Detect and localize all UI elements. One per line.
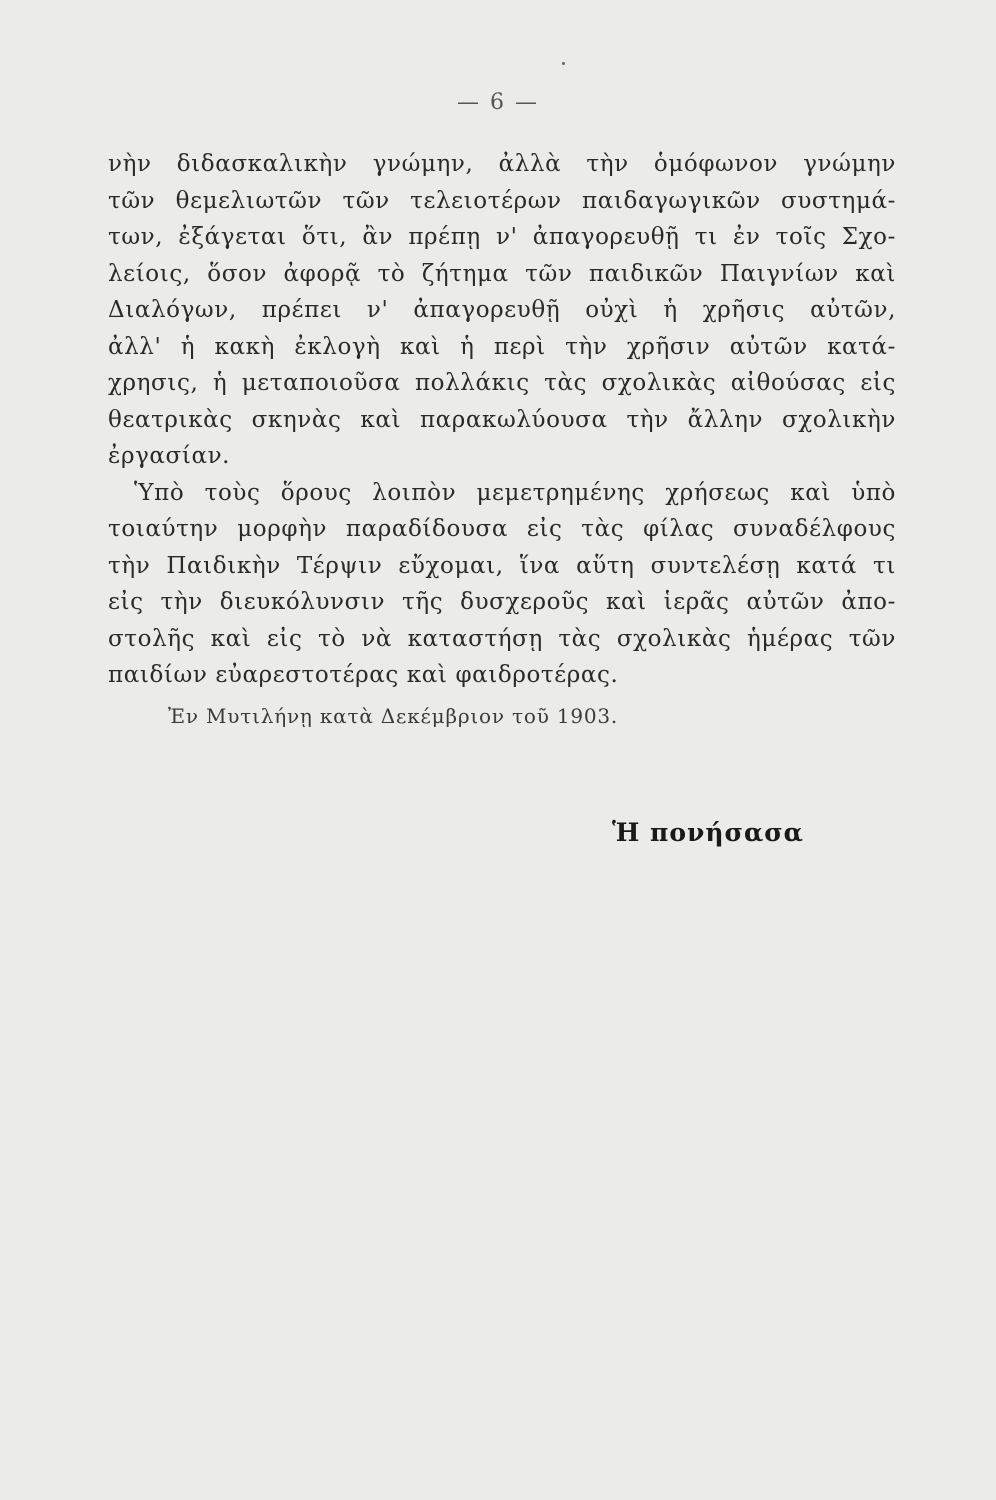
text-line: παιδίων εὐαρεστοτέρας καὶ φαιδροτέρας. (108, 662, 619, 688)
text-line: εἰς τὴν διευκόλυνσιν τῆς δυσχεροῦς καὶ ἱερᾶς αὐτῶν ἀπο- (108, 589, 896, 615)
text-line: λείοις, ὅσον ἀφορᾷ τὸ ζήτημα τῶν παιδικῶν Παιγνίων καὶ (108, 260, 896, 287)
page-number: — 6 — (457, 90, 539, 115)
text-line: Διαλόγων, πρέπει ν' ἀπαγορευθῇ οὐχὶ ἡ χρῆσις αὐτῶν, (108, 297, 896, 323)
text-line: Ὑπὸ τοὺς ὅρους λοιπὸν μεμετρημένης χρήσεως καὶ ὑπὸ (134, 479, 896, 506)
signature: Ἡ πονήσασα (612, 818, 804, 847)
text-line: νὴν διδασκαλικὴν γνώμην, ἀλλὰ τὴν ὁμόφωνον γνώμην (108, 151, 896, 177)
text-line: τὴν Παιδικὴν Τέρψιν εὔχομαι, ἵνα αὕτη συντελέσῃ κατά τι (108, 552, 896, 579)
dateline: Ἐν Μυτιλήνῃ κατὰ Δεκέμβριον τοῦ 1903. (168, 704, 619, 728)
text-line: τῶν θεμελιωτῶν τῶν τελειοτέρων παιδαγωγικῶν συστημά- (108, 187, 896, 214)
text-line: ἀλλ' ἡ κακὴ ἐκλογὴ καὶ ἡ περὶ τὴν χρῆσιν αὐτῶν κατά- (108, 333, 896, 360)
text-line: των, ἐξάγεται ὅτι, ἂν πρέπῃ ν' ἀπαγορευθῇ τι ἐν τοῖς Σχο- (108, 224, 896, 250)
text-line: ἐργασίαν. (108, 443, 231, 469)
text-line: τοιαύτην μορφὴν παραδίδουσα εἰς τὰς φίλας συναδέλφους (108, 516, 896, 542)
body-text (108, 146, 896, 694)
paper-speck (562, 62, 565, 65)
text-line: στολῆς καὶ εἰς τὸ νὰ καταστήσῃ τὰς σχολικὰς ἡμέρας τῶν (108, 625, 896, 652)
text-line: θεατρικὰς σκηνὰς καὶ παρακωλύουσα τὴν ἄλλην σχολικὴν (108, 406, 896, 433)
text-line: χρησις, ἡ μεταποιοῦσα πολλάκις τὰς σχολικὰς αἰθούσας εἰς (108, 370, 896, 396)
